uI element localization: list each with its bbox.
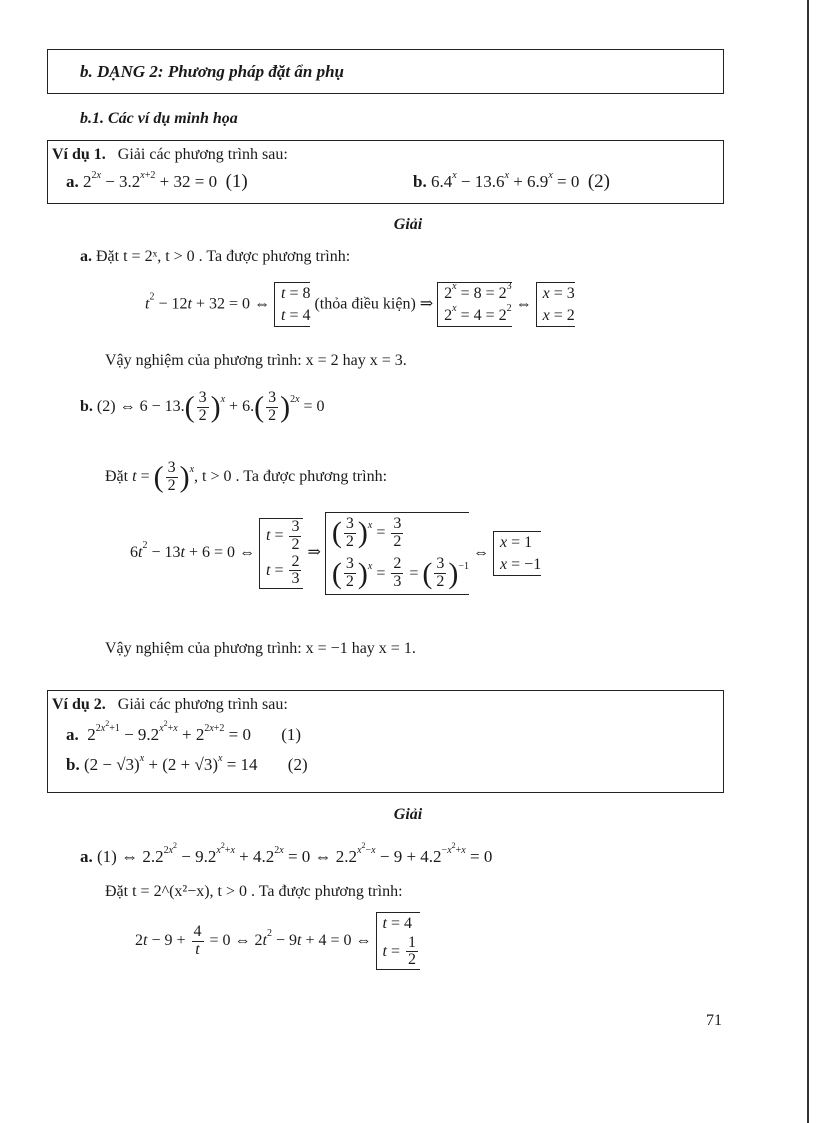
page-number: 71 <box>706 1012 722 1029</box>
example-2-prompt: Giải các phương trình sau: <box>117 696 288 713</box>
example-1b-label: b. <box>413 172 427 191</box>
solution-1b-conclusion: Vậy nghiệm của phương trình: x = −1 hay x = 1. <box>105 640 416 657</box>
solution-1b-label: b. <box>80 397 93 415</box>
solution-label-1: Giải <box>393 216 423 233</box>
example-1-label: Ví dụ 1. <box>52 146 106 163</box>
section-title-box <box>47 49 724 94</box>
example-1-header <box>52 146 288 164</box>
example-1-box <box>47 140 724 204</box>
page-edge-line <box>807 0 809 1123</box>
eq-number-1: (1) <box>225 171 248 192</box>
solution-2a-system: 2t − 9 + $\frac{4}{t}$ = 0 ⇔ $2t^2 - 9t + 4 = 0$ ⇔ t = 4 t = $\frac{1}{2}$ <box>135 912 420 970</box>
example-2-box <box>47 690 724 793</box>
example-2-header <box>52 696 288 714</box>
solution-1b-system: $6t^2 - 13t + 6 = 0$ ⇔ t = $\frac{3}{2}$ t = $\frac{2}{3}$ ⇒ ( $\frac{3}{2}$ )$^x$ = $\frac{3}{2}$ ( $\frac{3}{2}$ )$^x$ = $\frac{2}{3}$ = ( $\frac{3}{2}$ )$^{-1}$ ⇔ x = 1 x = −1 <box>130 512 541 595</box>
solution-1a-intro-text: Đặt t = 2ˣ, t > 0 . Ta được phương trình: <box>96 248 351 265</box>
condition-note: (thỏa điều kiện) <box>314 295 416 313</box>
solution-1a-label: a. <box>80 248 92 265</box>
example-2b-equation: b. $(2 - √3)^x + (2 + √3)^x = 14$ (2) <box>66 753 308 774</box>
example-1b-equation: b. $6.4^x - 13.6^x + 6.9^x = 0$ (2) <box>413 170 611 192</box>
solution-2a-label: a. <box>80 847 93 866</box>
eq-number-2-2: (2) <box>287 755 308 774</box>
example-2b-label: b. <box>66 755 80 774</box>
solution-1a-conclusion: Vậy nghiệm của phương trình: x = 2 hay x = 3. <box>105 352 407 369</box>
example-2a-label: a. <box>66 725 79 744</box>
example-1a-equation: a. $2^{2x} - 3.2^{x+2} + 32 = 0$ (1) <box>66 170 248 192</box>
eq-number-2: (2) <box>587 171 611 192</box>
substitution-prefix: Đặt <box>105 467 129 485</box>
example-1a-label: a. <box>66 172 79 191</box>
example-2a-equation: a. $2^{2x^2+1} - 9.2^{x^2+x} + 2^{2x+2} = 0$ (1) <box>66 719 302 744</box>
solution-2a-transform: a. (1) ⇔ $2.2^{2x^2} - 9.2^{x^2+x} + 4.2^{2x} = 0$ ⇔ $2.2^{x^2-x} - 9 + 4.2^{-x^2+x} = 0$ <box>80 841 493 866</box>
solution-1a-system: $t^2 - 12t + 32 = 0$ ⇔ t = 8 t = 4 (thỏa điều kiện) ⇒ $2^x = 8 = 2^3$ $2^x = 4 = 2^2$ ⇔ x = 3 x = 2 <box>145 282 575 327</box>
substitution-suffix: , t > 0 . Ta được phương trình: <box>194 467 388 485</box>
subsection-title: b.1. Các ví dụ minh họa <box>80 110 238 127</box>
example-2-label: Ví dụ 2. <box>52 696 106 713</box>
eq-number-2-1: (1) <box>281 725 302 744</box>
example-1-prompt: Giải các phương trình sau: <box>117 146 288 163</box>
solution-label-2: Giải <box>393 806 423 823</box>
solution-2a-intro: Đặt t = 2^(x²−x), t > 0 . Ta được phương trình: <box>105 883 403 900</box>
solution-1a-intro <box>80 248 350 266</box>
solution-1b-intro: Đặt t = ( $\frac{3}{2}$ )$^x$, t > 0 . Ta được phương trình: <box>105 459 388 494</box>
section-title: b. DẠNG 2: Phương pháp đặt ẩn phụ <box>80 62 344 81</box>
solution-1b-transform: b. (2) ⇔ 6 − 13.( $\frac{3}{2}$ )$^x$ + 6.( $\frac{3}{2}$ )$^{2x}$ = 0 <box>80 389 325 424</box>
